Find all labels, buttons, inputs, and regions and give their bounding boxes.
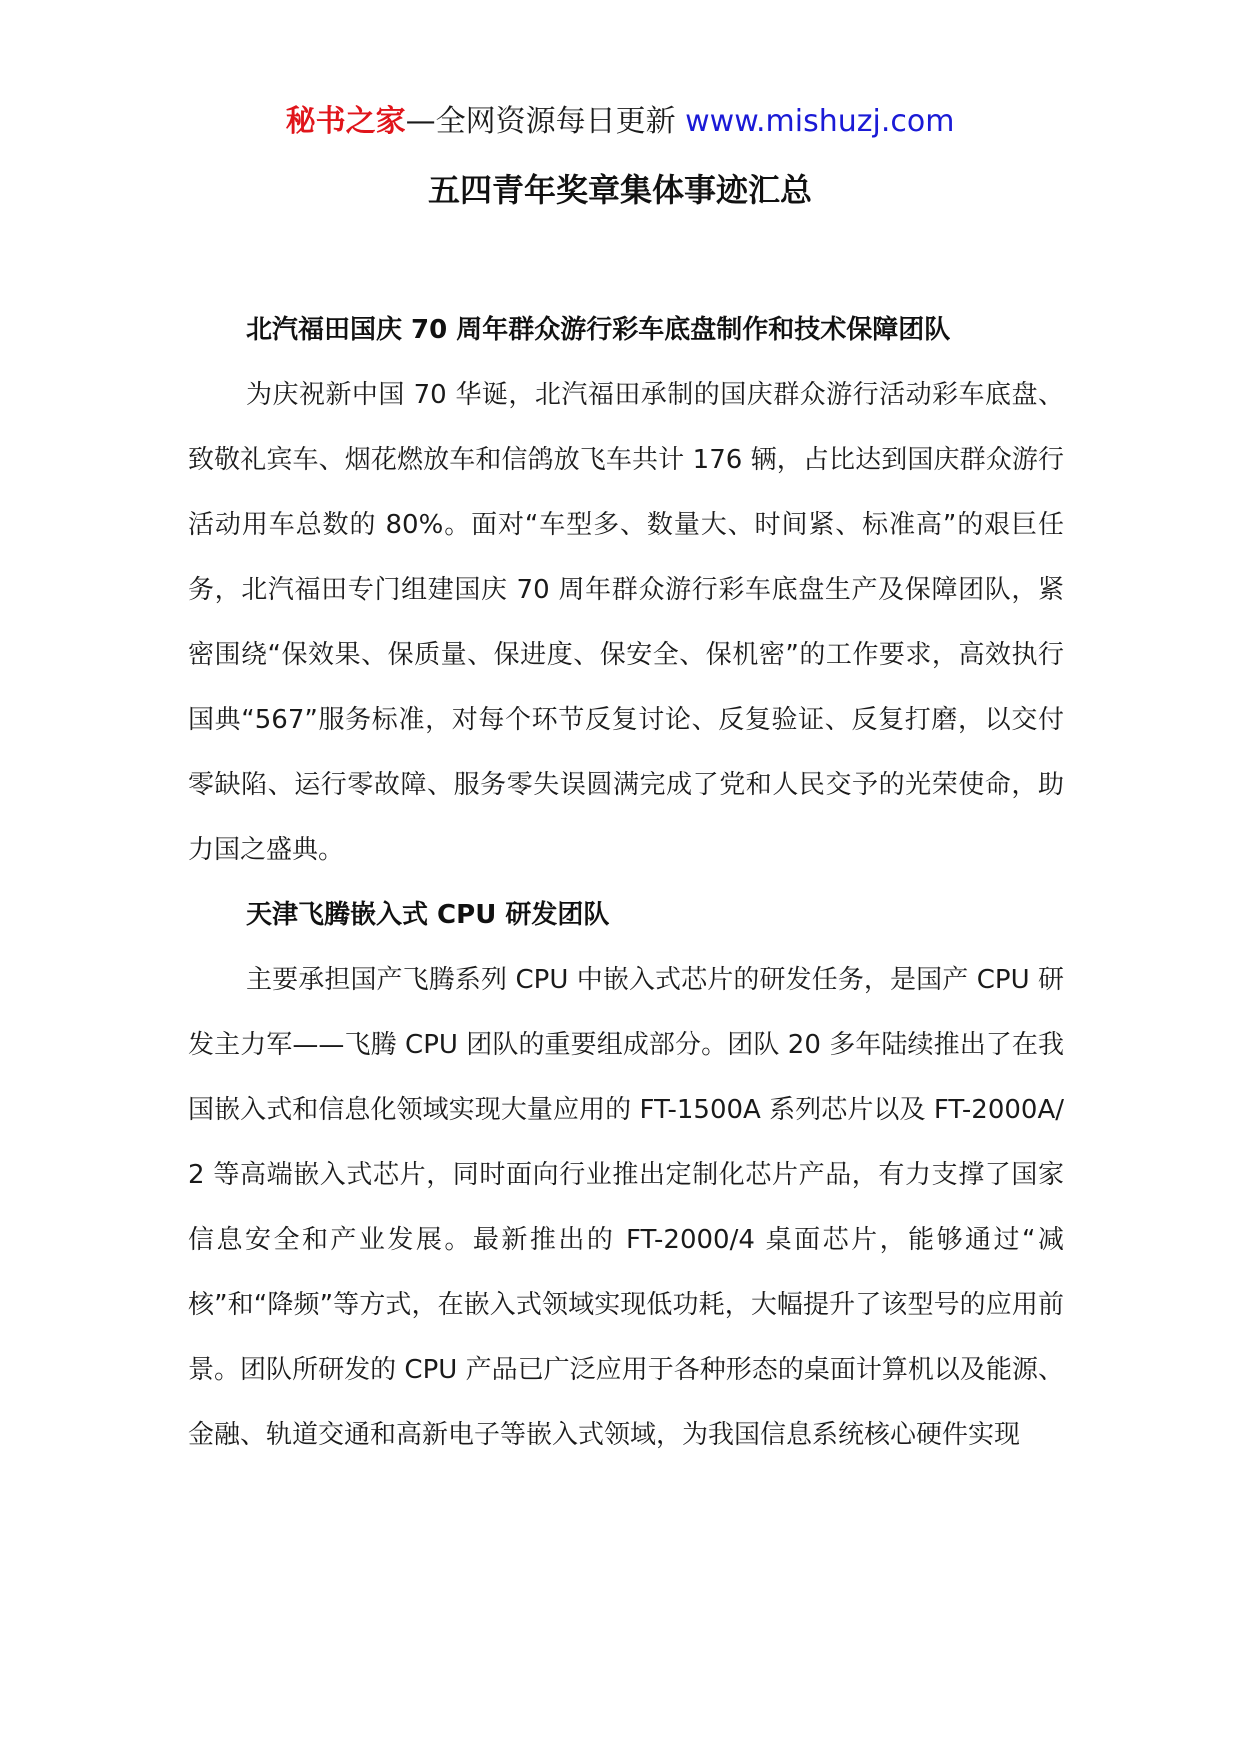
site-tagline: —全网资源每日更新 <box>405 104 686 139</box>
section-heading: 北汽福田国庆 70 周年群众游行彩车底盘制作和技术保障团队 <box>246 315 951 345</box>
site-header <box>0 102 1240 142</box>
section-heading: 天津飞腾嵌入式 CPU 研发团队 <box>246 900 610 930</box>
document-title: 五四青年奖章集体事迹汇总 <box>427 171 812 209</box>
section-beiqi-futian <box>188 298 1064 883</box>
section-paragraph: 主要承担国产飞腾系列 CPU 中嵌入式芯片的研发任务，是国产 CPU 研发主力军——飞腾 CPU 团队的重要组成部分。团队 20 多年陆续推出了在我国嵌入式和信息化领域实现大量应用的 FT-1500A 系列芯片以及 FT-2000A/2 等高端嵌入式芯片，同时面向行业推出定制化芯片产品，有力支撑了国家信息安全和产业发展。最新推出的 FT-2000/4 桌面芯片，能够通过“减核”和“降频”等方式，在嵌入式领域实现低功耗，大幅提升了该型号的应用前景。团队所研发的 CPU 产品已广泛应用于各种形态的桌面计算机以及能源、金融、轨道交通和高新电子等嵌入式领域，为我国信息系统核心硬件实现 <box>188 965 1064 1450</box>
section-tianjin-feiteng <box>188 883 1064 1468</box>
document-body <box>188 298 1064 1468</box>
section-paragraph: 为庆祝新中国 70 华诞，北汽福田承制的国庆群众游行活动彩车底盘、致敬礼宾车、烟花燃放车和信鸽放飞车共计 176 辆，占比达到国庆群众游行活动用车总数的 80%。面对“车型多、数量大、时间紧、标准高”的艰巨任务，北汽福田专门组建国庆 70 周年群众游行彩车底盘生产及保障团队，紧密围绕“保效果、保质量、保进度、保安全、保机密”的工作要求，高效执行国典“567”服务标准，对每个环节反复讨论、反复验证、反复打磨，以交付零缺陷、运行零故障、服务零失误圆满完成了党和人民交予的光荣使命，助力国之盛典。 <box>188 380 1064 865</box>
site-url-link[interactable]: www.mishuzj.com <box>685 104 955 139</box>
site-name: 秘书之家 <box>285 104 406 139</box>
